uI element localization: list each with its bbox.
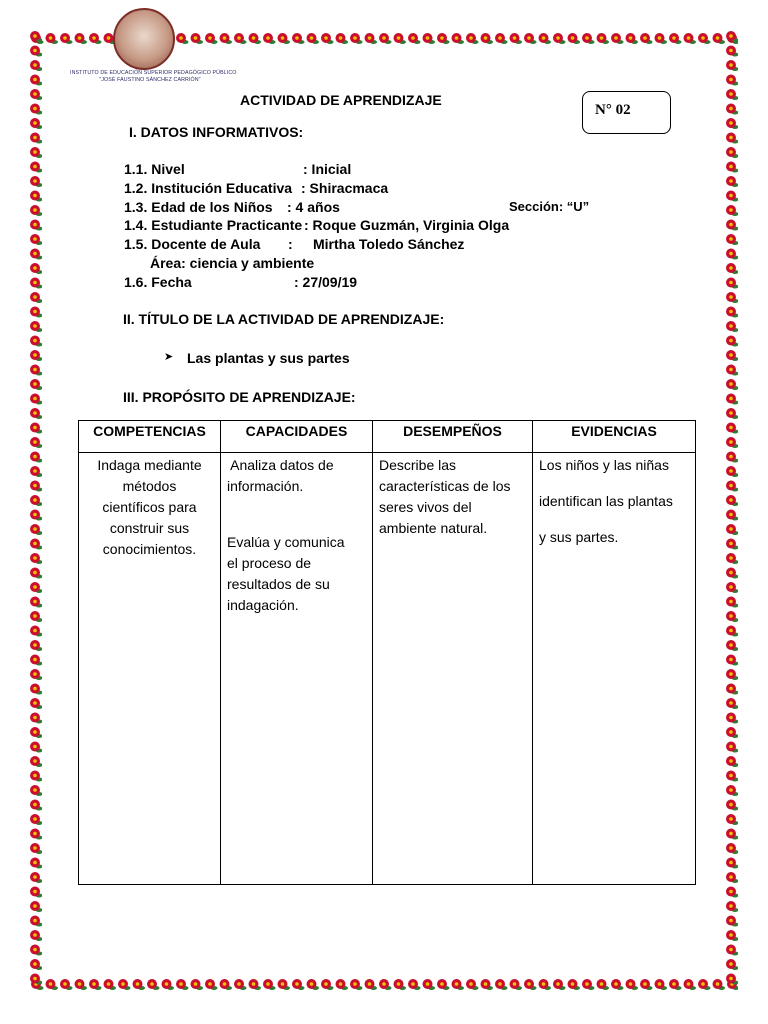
flower-icon bbox=[321, 33, 334, 44]
flower-icon bbox=[30, 539, 42, 550]
flower-icon bbox=[350, 33, 363, 44]
flower-icon bbox=[726, 437, 738, 448]
flower-icon bbox=[553, 33, 566, 44]
flower-icon bbox=[726, 75, 738, 86]
flower-icon bbox=[726, 553, 738, 564]
info-area: Área: ciencia y ambiente bbox=[150, 255, 315, 271]
flower-icon bbox=[89, 979, 102, 990]
cell-competencias: Indaga mediante métodos científicos para construir sus conocimientos. bbox=[79, 453, 221, 885]
cell-evidencias: Los niños y las niñas identifican las plantas y sus partes. bbox=[533, 453, 696, 885]
activity-number-box bbox=[582, 91, 671, 134]
flower-icon bbox=[726, 365, 738, 376]
flower-icon bbox=[30, 321, 42, 332]
flower-icon bbox=[30, 249, 42, 260]
flower-icon bbox=[379, 979, 392, 990]
flower-icon bbox=[336, 33, 349, 44]
cell-capacidades: Analiza datos de información. Evalúa y comunica el proceso de resultados de su indagación. bbox=[221, 453, 373, 885]
flower-icon bbox=[495, 979, 508, 990]
flower-icon bbox=[30, 553, 42, 564]
flower-icon bbox=[437, 979, 450, 990]
flower-icon bbox=[726, 771, 738, 782]
flower-border-bottom bbox=[30, 976, 738, 992]
flower-icon bbox=[30, 655, 42, 666]
activity-number: N° 02 bbox=[595, 102, 631, 118]
flower-icon bbox=[726, 46, 738, 57]
flower-icon bbox=[510, 33, 523, 44]
flower-icon bbox=[75, 979, 88, 990]
flower-icon bbox=[30, 263, 42, 274]
flower-icon bbox=[379, 33, 392, 44]
flower-icon bbox=[669, 979, 682, 990]
flower-icon bbox=[539, 979, 552, 990]
flower-icon bbox=[234, 979, 247, 990]
flower-icon bbox=[726, 147, 738, 158]
flower-icon bbox=[726, 785, 738, 796]
flower-icon bbox=[46, 979, 59, 990]
flower-icon bbox=[726, 278, 738, 289]
flower-icon bbox=[437, 33, 450, 44]
flower-icon bbox=[726, 945, 738, 956]
flower-icon bbox=[698, 979, 711, 990]
flower-icon bbox=[726, 872, 738, 883]
flower-icon bbox=[726, 756, 738, 767]
flower-icon bbox=[726, 930, 738, 941]
flower-icon bbox=[30, 640, 42, 651]
info-label-fecha: 1.6. Fecha bbox=[124, 274, 192, 290]
flower-icon bbox=[481, 979, 494, 990]
flower-icon bbox=[30, 887, 42, 898]
flower-icon bbox=[726, 626, 738, 637]
flower-icon bbox=[726, 742, 738, 753]
flower-icon bbox=[30, 495, 42, 506]
info-value-docente: Mirtha Toledo Sánchez bbox=[313, 236, 465, 252]
flower-icon bbox=[726, 104, 738, 115]
flower-icon bbox=[234, 33, 247, 44]
flower-icon bbox=[726, 684, 738, 695]
flower-icon bbox=[423, 979, 436, 990]
flower-icon bbox=[336, 979, 349, 990]
flower-icon bbox=[30, 350, 42, 361]
flower-icon bbox=[30, 713, 42, 724]
section-3-heading: III. PROPÓSITO DE APRENDIZAJE: bbox=[123, 389, 356, 405]
flower-icon bbox=[726, 263, 738, 274]
flower-icon bbox=[582, 979, 595, 990]
flower-icon bbox=[726, 133, 738, 144]
flower-icon bbox=[466, 33, 479, 44]
header-desempenos: DESEMPEÑOS bbox=[373, 421, 533, 453]
header-competencias: COMPETENCIAS bbox=[79, 421, 221, 453]
flower-icon bbox=[684, 979, 697, 990]
flower-icon bbox=[220, 979, 233, 990]
header-evidencias: EVIDENCIAS bbox=[533, 421, 696, 453]
flower-icon bbox=[726, 611, 738, 622]
info-label-institucion: 1.2. Institución Educativa bbox=[124, 180, 293, 196]
flower-icon bbox=[481, 33, 494, 44]
flower-icon bbox=[452, 979, 465, 990]
flower-icon bbox=[726, 350, 738, 361]
flower-icon bbox=[726, 582, 738, 593]
flower-icon bbox=[726, 31, 738, 42]
flower-icon bbox=[726, 452, 738, 463]
flower-icon bbox=[263, 979, 276, 990]
flower-icon bbox=[30, 930, 42, 941]
info-value-estudiante: : Roque Guzmán, Virginia Olga bbox=[304, 217, 510, 233]
header-capacidades: CAPACIDADES bbox=[221, 421, 373, 453]
institution-seal-icon bbox=[113, 8, 175, 70]
flower-icon bbox=[30, 800, 42, 811]
flower-icon bbox=[394, 33, 407, 44]
flower-icon bbox=[30, 118, 42, 129]
flower-icon bbox=[118, 979, 131, 990]
info-label-edad: 1.3. Edad de los Niños bbox=[124, 199, 273, 215]
info-value-nivel: : Inicial bbox=[303, 161, 352, 177]
flower-icon bbox=[30, 597, 42, 608]
flower-icon bbox=[726, 336, 738, 347]
flower-icon bbox=[408, 979, 421, 990]
flower-icon bbox=[524, 979, 537, 990]
flower-icon bbox=[640, 33, 653, 44]
flower-icon bbox=[726, 89, 738, 100]
flower-icon bbox=[133, 979, 146, 990]
flower-icon bbox=[191, 979, 204, 990]
flower-icon bbox=[162, 979, 175, 990]
flower-icon bbox=[292, 979, 305, 990]
flower-icon bbox=[30, 829, 42, 840]
flower-border-left bbox=[28, 30, 42, 990]
flower-icon bbox=[30, 292, 42, 303]
flower-icon bbox=[597, 979, 610, 990]
flower-icon bbox=[321, 979, 334, 990]
flower-icon bbox=[30, 379, 42, 390]
flower-icon bbox=[30, 858, 42, 869]
flower-icon bbox=[30, 684, 42, 695]
section-2-heading: II. TÍTULO DE LA ACTIVIDAD DE APRENDIZAJE: bbox=[123, 311, 445, 327]
page-title: ACTIVIDAD DE APRENDIZAJE bbox=[240, 92, 442, 108]
flower-icon bbox=[553, 979, 566, 990]
purpose-table bbox=[78, 420, 696, 885]
flower-icon bbox=[726, 466, 738, 477]
flower-icon bbox=[30, 60, 42, 71]
flower-icon bbox=[423, 33, 436, 44]
institution-name-line2: "JOSÉ FAUSTINO SÁNCHEZ CARRIÓN" bbox=[99, 77, 201, 83]
flower-icon bbox=[30, 814, 42, 825]
flower-icon bbox=[365, 979, 378, 990]
flower-icon bbox=[726, 249, 738, 260]
cell-desempenos: Describe las características de los seres vivos del ambiente natural. bbox=[373, 453, 533, 885]
flower-icon bbox=[350, 979, 363, 990]
flower-icon bbox=[249, 33, 262, 44]
flower-icon bbox=[568, 33, 581, 44]
flower-icon bbox=[307, 33, 320, 44]
section-1-heading: I. DATOS INFORMATIVOS: bbox=[129, 124, 304, 140]
flower-icon bbox=[30, 785, 42, 796]
flower-icon bbox=[726, 495, 738, 506]
flower-icon bbox=[726, 292, 738, 303]
flower-icon bbox=[539, 33, 552, 44]
flower-icon bbox=[568, 979, 581, 990]
flower-icon bbox=[30, 959, 42, 970]
table-row bbox=[79, 453, 696, 885]
flower-icon bbox=[611, 979, 624, 990]
flower-icon bbox=[726, 959, 738, 970]
flower-icon bbox=[30, 742, 42, 753]
flower-icon bbox=[30, 901, 42, 912]
flower-icon bbox=[30, 46, 42, 57]
flower-icon bbox=[726, 307, 738, 318]
flower-icon bbox=[726, 916, 738, 927]
flower-icon bbox=[30, 582, 42, 593]
flower-icon bbox=[46, 33, 59, 44]
flower-icon bbox=[30, 278, 42, 289]
flower-icon bbox=[640, 979, 653, 990]
flower-icon bbox=[726, 118, 738, 129]
flower-icon bbox=[466, 979, 479, 990]
flower-icon bbox=[30, 408, 42, 419]
flower-icon bbox=[684, 33, 697, 44]
arrowhead-bullet-icon: ➤ bbox=[164, 351, 174, 363]
flower-icon bbox=[30, 974, 42, 985]
flower-icon bbox=[30, 698, 42, 709]
flower-icon bbox=[726, 510, 738, 521]
flower-icon bbox=[394, 979, 407, 990]
flower-icon bbox=[726, 858, 738, 869]
flower-icon bbox=[30, 365, 42, 376]
flower-icon bbox=[30, 568, 42, 579]
flower-icon bbox=[726, 321, 738, 332]
flower-icon bbox=[726, 539, 738, 550]
flower-icon bbox=[30, 466, 42, 477]
flower-icon bbox=[726, 423, 738, 434]
flower-icon bbox=[726, 60, 738, 71]
flower-icon bbox=[582, 33, 595, 44]
info-seccion: Sección: “U” bbox=[509, 199, 590, 214]
flower-icon bbox=[30, 234, 42, 245]
flower-icon bbox=[726, 640, 738, 651]
flower-icon bbox=[30, 945, 42, 956]
flower-icon bbox=[30, 176, 42, 187]
flower-icon bbox=[726, 408, 738, 419]
info-value-edad: : 4 años bbox=[287, 199, 340, 215]
flower-icon bbox=[655, 33, 668, 44]
flower-icon bbox=[611, 33, 624, 44]
flower-icon bbox=[30, 843, 42, 854]
flower-icon bbox=[726, 727, 738, 738]
flower-icon bbox=[263, 33, 276, 44]
flower-icon bbox=[30, 133, 42, 144]
flower-icon bbox=[726, 481, 738, 492]
flower-icon bbox=[726, 176, 738, 187]
flower-icon bbox=[495, 33, 508, 44]
flower-icon bbox=[726, 162, 738, 173]
info-value-institucion: : Shiracmaca bbox=[301, 180, 389, 196]
flower-icon bbox=[726, 814, 738, 825]
activity-title: Las plantas y sus partes bbox=[187, 350, 350, 366]
flower-icon bbox=[726, 220, 738, 231]
flower-icon bbox=[452, 33, 465, 44]
flower-icon bbox=[30, 205, 42, 216]
flower-icon bbox=[30, 524, 42, 535]
flower-icon bbox=[30, 452, 42, 463]
flower-border-right bbox=[724, 30, 738, 990]
info-label-estudiante: 1.4. Estudiante Practicante bbox=[124, 217, 303, 233]
flower-icon bbox=[726, 597, 738, 608]
flower-icon bbox=[524, 33, 537, 44]
flower-icon bbox=[104, 979, 117, 990]
flower-icon bbox=[726, 843, 738, 854]
flower-icon bbox=[626, 33, 639, 44]
flower-icon bbox=[147, 979, 160, 990]
flower-icon bbox=[30, 336, 42, 347]
flower-icon bbox=[30, 611, 42, 622]
flower-icon bbox=[726, 829, 738, 840]
flower-icon bbox=[30, 916, 42, 927]
flower-icon bbox=[669, 33, 682, 44]
flower-icon bbox=[176, 979, 189, 990]
flower-icon bbox=[205, 979, 218, 990]
flower-icon bbox=[726, 234, 738, 245]
flower-icon bbox=[726, 800, 738, 811]
info-label-nivel: 1.1. Nivel bbox=[124, 161, 185, 177]
flower-icon bbox=[597, 33, 610, 44]
flower-icon bbox=[30, 669, 42, 680]
flower-icon bbox=[30, 147, 42, 158]
flower-icon bbox=[30, 771, 42, 782]
flower-icon bbox=[30, 423, 42, 434]
flower-icon bbox=[30, 89, 42, 100]
flower-icon bbox=[30, 307, 42, 318]
flower-icon bbox=[278, 33, 291, 44]
info-label-docente: 1.5. Docente de Aula bbox=[124, 236, 261, 252]
flower-icon bbox=[249, 979, 262, 990]
flower-icon bbox=[30, 75, 42, 86]
flower-icon bbox=[726, 205, 738, 216]
flower-icon bbox=[726, 379, 738, 390]
flower-icon bbox=[292, 33, 305, 44]
institution-name-line1: INSTITUTO DE EDUCACIÓN SUPERIOR PEDAGÓGICO PÚBLICO bbox=[70, 70, 237, 76]
info-value-fecha: : 27/09/19 bbox=[294, 274, 358, 290]
flower-icon bbox=[726, 669, 738, 680]
flower-icon bbox=[726, 394, 738, 405]
flower-icon bbox=[30, 162, 42, 173]
flower-icon bbox=[30, 510, 42, 521]
flower-icon bbox=[726, 524, 738, 535]
info-value-docente-colon: : bbox=[288, 236, 293, 252]
flower-icon bbox=[726, 698, 738, 709]
flower-icon bbox=[726, 191, 738, 202]
flower-icon bbox=[726, 713, 738, 724]
flower-icon bbox=[726, 887, 738, 898]
table-header-row bbox=[79, 421, 696, 453]
flower-icon bbox=[60, 979, 73, 990]
flower-icon bbox=[30, 626, 42, 637]
flower-icon bbox=[30, 191, 42, 202]
flower-icon bbox=[726, 974, 738, 985]
flower-icon bbox=[30, 437, 42, 448]
flower-icon bbox=[30, 220, 42, 231]
flower-icon bbox=[726, 655, 738, 666]
flower-icon bbox=[30, 104, 42, 115]
flower-icon bbox=[30, 31, 42, 42]
flower-icon bbox=[726, 901, 738, 912]
flower-icon bbox=[698, 33, 711, 44]
flower-icon bbox=[408, 33, 421, 44]
flower-icon bbox=[30, 394, 42, 405]
flower-icon bbox=[726, 568, 738, 579]
flower-icon bbox=[626, 979, 639, 990]
flower-icon bbox=[278, 979, 291, 990]
flower-icon bbox=[655, 979, 668, 990]
flower-icon bbox=[307, 979, 320, 990]
institution-logo bbox=[70, 6, 237, 86]
flower-icon bbox=[30, 872, 42, 883]
flower-icon bbox=[30, 481, 42, 492]
flower-icon bbox=[510, 979, 523, 990]
flower-icon bbox=[30, 756, 42, 767]
flower-icon bbox=[365, 33, 378, 44]
flower-icon bbox=[30, 727, 42, 738]
